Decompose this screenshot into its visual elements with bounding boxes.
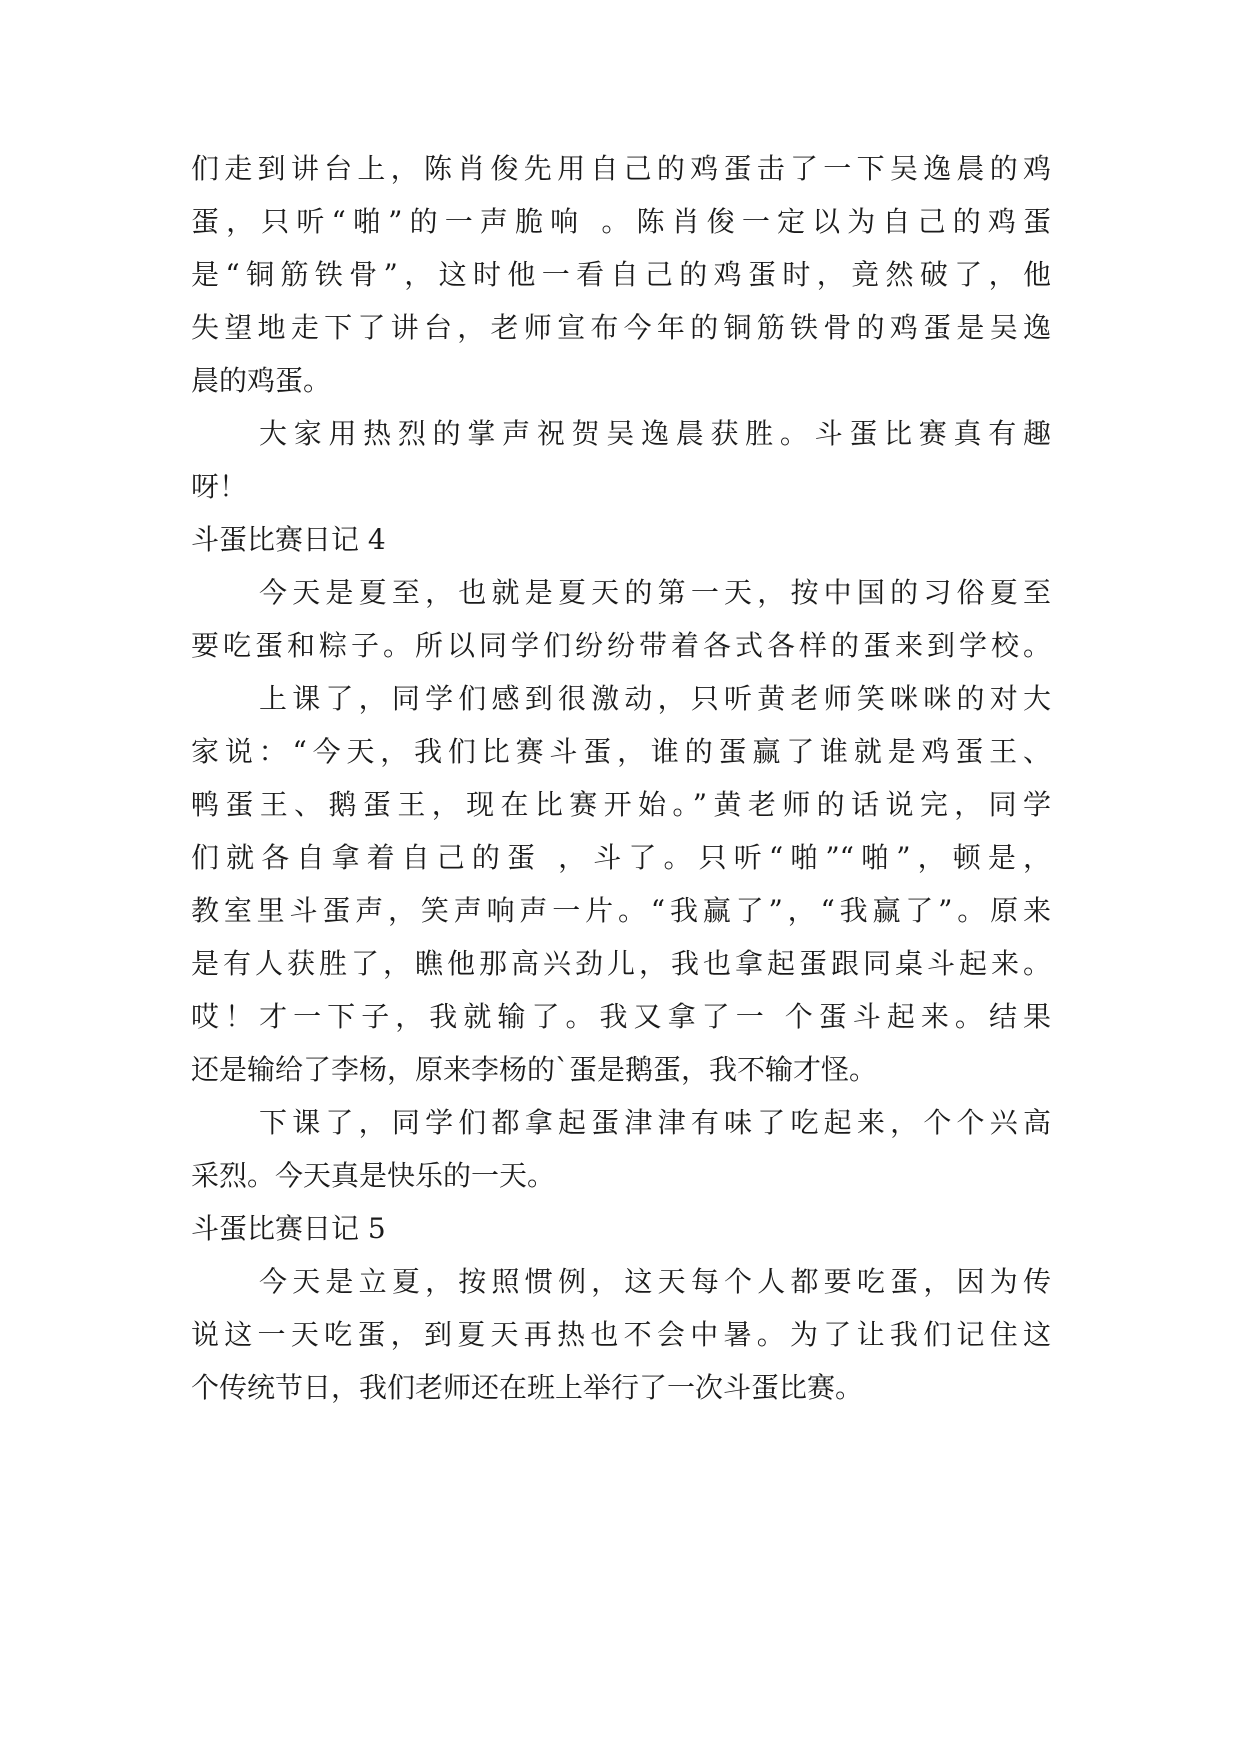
paragraph-line: 采烈。今天真是快乐的一天。 xyxy=(191,1159,556,1192)
paragraph-first-line: 今天是立夏，按照惯例，这天每个人都要吃蛋，因为传 xyxy=(259,1265,1051,1298)
paragraph-first-line: 今天是夏至，也就是夏天的第一天，按中国的习俗夏至 xyxy=(259,576,1051,609)
paragraph-first-line: 上课了，同学们感到很激动，只听黄老师笑咪咪的对大 xyxy=(259,682,1051,715)
paragraph-line: 是“铜筋铁骨”，这时他一看自己的鸡蛋时，竟然破了，他 xyxy=(191,258,1051,291)
paragraph-line: 哎！才一下子，我就输了。我又拿了一 个蛋斗起来。结果 xyxy=(191,1000,1051,1033)
paragraph-line: 说这一天吃蛋，到夏天再热也不会中暑。为了让我们记住这 xyxy=(191,1318,1051,1351)
paragraph-line: 教室里斗蛋声，笑声响声一片。“我赢了”，“我赢了”。原来 xyxy=(191,894,1051,927)
paragraph-first-line: 下课了，同学们都拿起蛋津津有味了吃起来，个个兴高 xyxy=(259,1106,1051,1139)
paragraph-line: 个传统节日，我们老师还在班上举行了一次斗蛋比赛。 xyxy=(191,1371,864,1404)
paragraph-line: 家说：“今天，我们比赛斗蛋，谁的蛋赢了谁就是鸡蛋王、 xyxy=(191,735,1051,768)
paragraph-line: 们就各自拿着自己的蛋 ，斗了。只听“啪”“啪”，顿是， xyxy=(191,841,1051,874)
paragraph-line: 失望地走下了讲台，老师宣布今年的铜筋铁骨的鸡蛋是吴逸 xyxy=(191,311,1051,344)
paragraph-line: 呀！ xyxy=(191,470,248,503)
paragraph-first-line: 大家用热烈的掌声祝贺吴逸晨获胜。斗蛋比赛真有趣 xyxy=(259,417,1051,450)
paragraph-line: 要吃蛋和粽子。所以同学们纷纷带着各式各样的蛋来到学校。 xyxy=(191,629,1051,662)
paragraph-line: 是有人获胜了，瞧他那高兴劲儿，我也拿起蛋跟同桌斗起来。 xyxy=(191,947,1051,980)
paragraph-line: 还是输给了李杨，原来李杨的`蛋是鹅蛋，我不输才怪。 xyxy=(191,1053,878,1086)
paragraph-line: 鸭蛋王、鹅蛋王，现在比赛开始。”黄老师的话说完，同学 xyxy=(191,788,1051,821)
section-heading: 斗蛋比赛日记 5 xyxy=(191,1212,386,1245)
paragraph-line: 蛋，只听“啪”的一声脆响 。陈肖俊一定以为自己的鸡蛋 xyxy=(191,205,1051,238)
paragraph-line: 晨的鸡蛋。 xyxy=(191,364,332,397)
paragraph-line: 们走到讲台上，陈肖俊先用自己的鸡蛋击了一下吴逸晨的鸡 xyxy=(191,152,1051,185)
section-heading: 斗蛋比赛日记 4 xyxy=(191,523,386,556)
